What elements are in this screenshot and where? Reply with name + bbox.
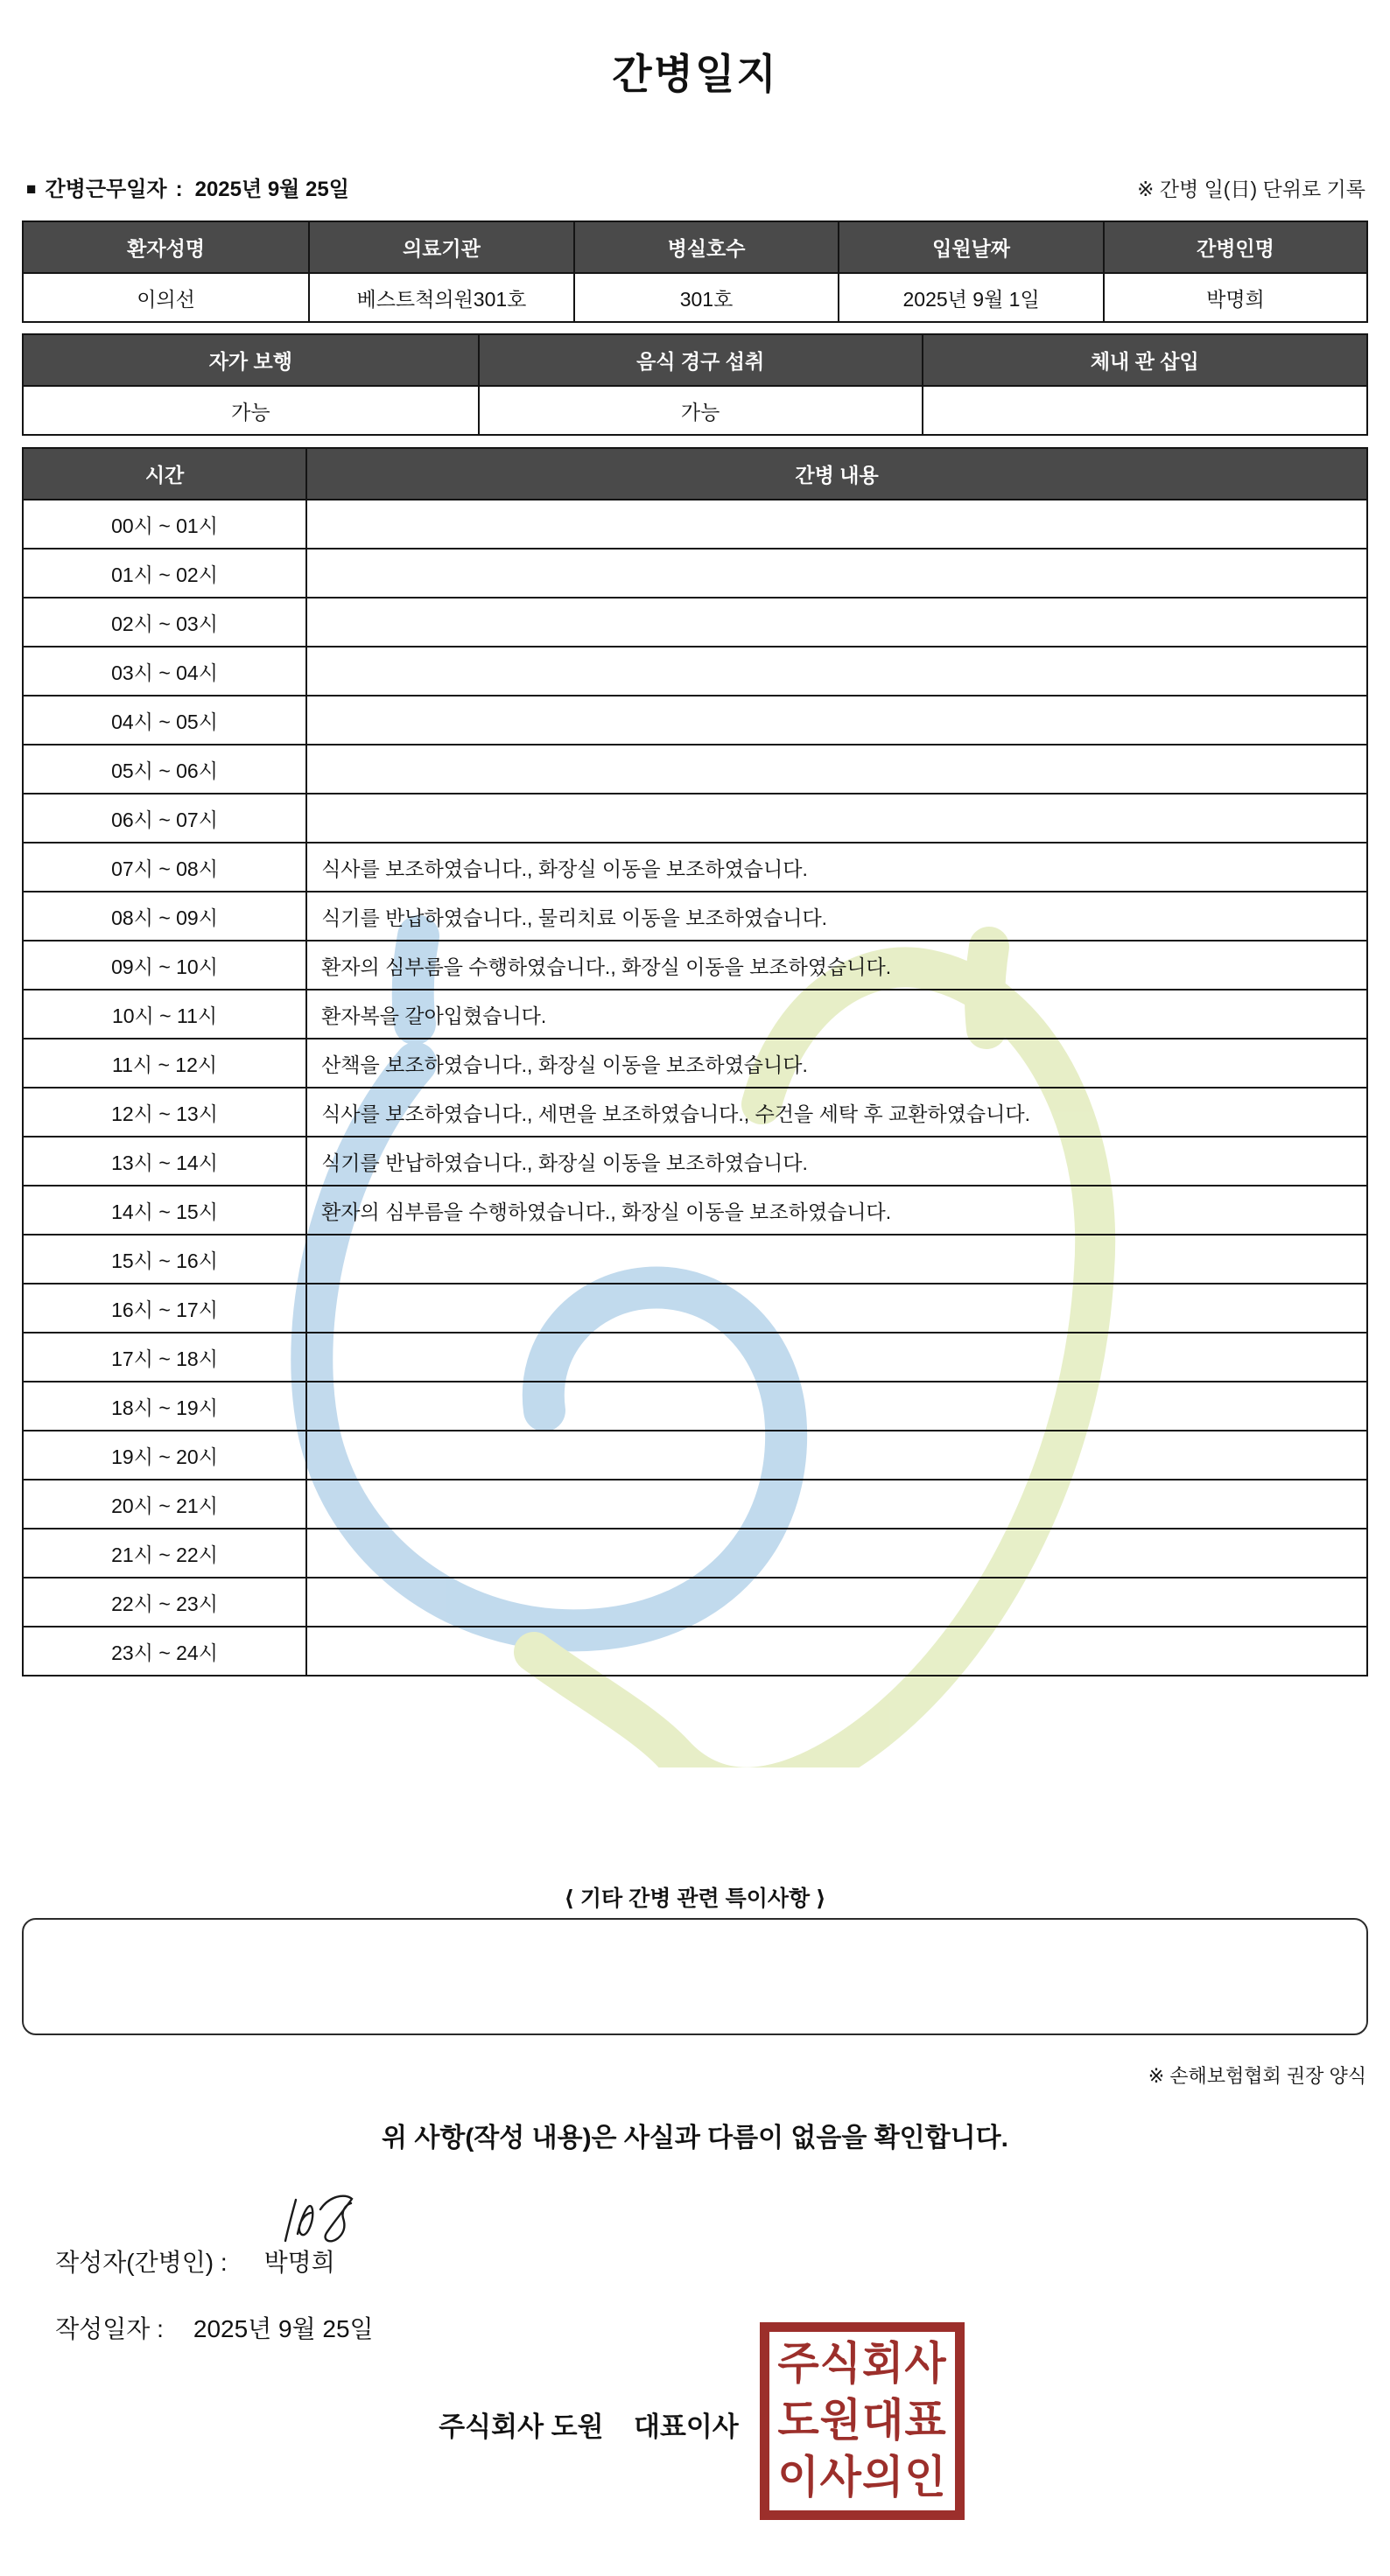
status-header-row [23, 334, 1367, 386]
care-log-row [23, 549, 1367, 598]
care-content-cell: 식사를 보조하였습니다., 화장실 이동을 보조하였습니다. [306, 843, 1367, 892]
company-seal [760, 2322, 965, 2520]
care-log-row [23, 1235, 1367, 1284]
time-cell: 01시 ~ 02시 [23, 549, 306, 598]
work-date-line [26, 172, 349, 202]
care-log-row [23, 1480, 1367, 1529]
time-header: 시간 [23, 448, 306, 500]
care-log-row [23, 941, 1367, 990]
care-log-row [23, 745, 1367, 794]
care-content-cell [306, 1284, 1367, 1333]
room-number-value: 301호 [574, 273, 839, 322]
care-content-cell [306, 1235, 1367, 1284]
care-log-body [23, 500, 1367, 1676]
meta-row [26, 172, 1365, 202]
medical-institution-value: 베스트척의원301호 [309, 273, 574, 322]
page-title: 간병일지 [612, 51, 778, 97]
care-content-cell [306, 1480, 1367, 1529]
admission-date-value: 2025년 9월 1일 [839, 273, 1104, 322]
work-date-label: 간병근무일자 [45, 178, 167, 201]
time-cell: 04시 ~ 05시 [23, 696, 306, 745]
admission-date-header: 입원날짜 [839, 221, 1104, 273]
patient-header-row [23, 221, 1367, 273]
self-walking-header: 자가 보행 [23, 334, 479, 386]
caregiver-signature [278, 2192, 382, 2260]
time-cell: 03시 ~ 04시 [23, 647, 306, 696]
work-date-value: 2025년 9월 25일 [194, 178, 349, 201]
time-cell: 13시 ~ 14시 [23, 1137, 306, 1186]
care-log-row [23, 1039, 1367, 1088]
care-content-cell [306, 500, 1367, 549]
tube-insertion-header: 체내 관 삽입 [923, 334, 1367, 386]
care-content-cell: 식기를 반납하였습니다., 물리치료 이동을 보조하였습니다. [306, 892, 1367, 941]
care-log-row [23, 892, 1367, 941]
seal-line-3: 이사의인 [777, 2453, 947, 2502]
care-content-cell [306, 1627, 1367, 1676]
patient-name-value: 이의선 [23, 273, 309, 322]
time-cell: 18시 ~ 19시 [23, 1382, 306, 1431]
self-walking-value: 가능 [23, 386, 479, 435]
time-cell: 09시 ~ 10시 [23, 941, 306, 990]
oral-intake-header: 음식 경구 섭취 [479, 334, 923, 386]
care-log-row [23, 990, 1367, 1039]
care-content-cell [306, 598, 1367, 647]
writer-label: 작성자(간병인) : [55, 2249, 228, 2276]
care-log-row [23, 500, 1367, 549]
patient-info-table [22, 220, 1368, 323]
care-content-cell [306, 1578, 1367, 1627]
time-cell: 19시 ~ 20시 [23, 1431, 306, 1480]
care-content-cell: 식기를 반납하였습니다., 화장실 이동을 보조하였습니다. [306, 1137, 1367, 1186]
care-content-cell [306, 1333, 1367, 1382]
care-log-row [23, 794, 1367, 843]
care-log-row [23, 1186, 1367, 1235]
care-log-row [23, 1627, 1367, 1676]
care-content-cell [306, 647, 1367, 696]
notes-box [22, 1918, 1368, 2035]
care-content-cell: 환자의 심부름을 수행하였습니다., 화장실 이동을 보조하였습니다. [306, 1186, 1367, 1235]
care-log-row [23, 647, 1367, 696]
caregiver-name-value: 박명희 [1104, 273, 1367, 322]
company-line: 주식회사 도원 대표이사 [439, 2412, 739, 2442]
time-cell: 11시 ~ 12시 [23, 1039, 306, 1088]
oral-intake-value: 가능 [479, 386, 923, 435]
time-cell: 12시 ~ 13시 [23, 1088, 306, 1137]
care-log-row [23, 696, 1367, 745]
care-log-row [23, 1382, 1367, 1431]
care-content-cell [306, 1382, 1367, 1431]
time-cell: 20시 ~ 21시 [23, 1480, 306, 1529]
time-cell: 07시 ~ 08시 [23, 843, 306, 892]
notes-heading: ⟨ 기타 간병 관련 특이사항 ⟩ [564, 1886, 826, 1911]
time-cell: 02시 ~ 03시 [23, 598, 306, 647]
care-content-cell [306, 1529, 1367, 1578]
care-content-cell: 환자복을 갈아입혔습니다. [306, 990, 1367, 1039]
time-cell: 16시 ~ 17시 [23, 1284, 306, 1333]
unit-note: ※ 간병 일(日) 단위로 기록 [1137, 178, 1365, 200]
time-cell: 21시 ~ 22시 [23, 1529, 306, 1578]
care-log-row [23, 598, 1367, 647]
care-log-row [23, 1333, 1367, 1382]
written-date-value: 2025년 9월 25일 [193, 2315, 374, 2342]
confirmation-statement: 위 사항(작성 내용)은 사실과 다름이 없음을 확인합니다. [382, 2124, 1008, 2152]
seal-line-1: 주식회사 [777, 2339, 947, 2389]
care-log-row [23, 1431, 1367, 1480]
care-log-row [23, 1578, 1367, 1627]
writer-name: 박명희 [263, 2249, 335, 2276]
time-cell: 17시 ~ 18시 [23, 1333, 306, 1382]
care-log-row [23, 1088, 1367, 1137]
care-content-cell [306, 696, 1367, 745]
care-content-cell [306, 745, 1367, 794]
care-log-row [23, 1137, 1367, 1186]
written-date-line [28, 2282, 374, 2373]
patient-name-header: 환자성명 [23, 221, 309, 273]
care-content-header: 간병 내용 [306, 448, 1367, 500]
care-log-header-row [23, 448, 1367, 500]
time-cell: 23시 ~ 24시 [23, 1627, 306, 1676]
time-cell: 05시 ~ 06시 [23, 745, 306, 794]
time-cell: 14시 ~ 15시 [23, 1186, 306, 1235]
time-cell: 06시 ~ 07시 [23, 794, 306, 843]
patient-value-row [23, 273, 1367, 322]
care-content-cell [306, 1431, 1367, 1480]
care-log-row [23, 843, 1367, 892]
care-content-cell [306, 794, 1367, 843]
tube-insertion-value [923, 386, 1367, 435]
status-value-row [23, 386, 1367, 435]
work-date-separator: : [175, 178, 183, 201]
seal-line-2: 도원대표 [777, 2396, 947, 2446]
time-cell: 15시 ~ 16시 [23, 1235, 306, 1284]
time-cell: 00시 ~ 01시 [23, 500, 306, 549]
time-cell: 08시 ~ 09시 [23, 892, 306, 941]
patient-status-table [22, 333, 1368, 436]
medical-institution-header: 의료기관 [309, 221, 574, 273]
care-log-row [23, 1284, 1367, 1333]
caregiver-name-header: 간병인명 [1104, 221, 1367, 273]
room-number-header: 병실호수 [574, 221, 839, 273]
written-date-label: 작성일자 : [55, 2315, 164, 2342]
care-log-table [22, 447, 1368, 1676]
bullet-square-icon: ■ [26, 180, 37, 199]
time-cell: 10시 ~ 11시 [23, 990, 306, 1039]
care-content-cell: 환자의 심부름을 수행하였습니다., 화장실 이동을 보조하였습니다. [306, 941, 1367, 990]
care-content-cell [306, 549, 1367, 598]
care-content-cell: 식사를 보조하였습니다., 세면을 보조하였습니다., 수건을 세탁 후 교환하였습니다. [306, 1088, 1367, 1137]
care-content-cell: 산책을 보조하였습니다., 화장실 이동을 보조하였습니다. [306, 1039, 1367, 1088]
time-cell: 22시 ~ 23시 [23, 1578, 306, 1627]
form-note: ※ 손해보험협회 권장 양식 [1148, 2065, 1366, 2087]
care-log-row [23, 1529, 1367, 1578]
